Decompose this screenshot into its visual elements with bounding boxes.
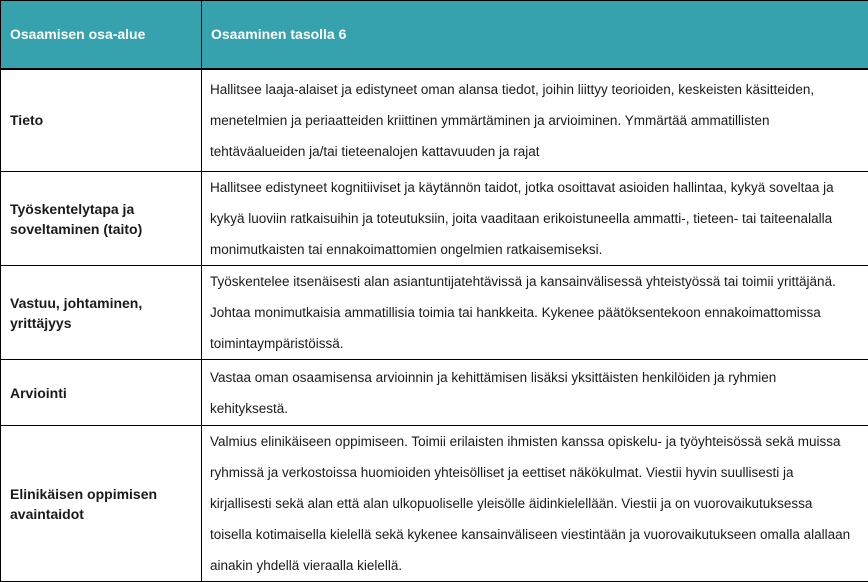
competence-area-cell: Elinikäisen oppimisen avaintaidot xyxy=(1,426,202,582)
table-row xyxy=(1,69,868,172)
table-row xyxy=(1,266,868,360)
competence-description-cell: Työskentelee itsenäisesti alan asiantuntijatehtävissä ja kansainvälisessä yhteistyössä tai toimii yrittäjänä. Johtaa monimutkaisia ammatillisia toimia tai hankkeita. Kykenee päätöksentekoon ennakoimattomissa toimintaympäristöissä. xyxy=(202,266,868,360)
competence-description-cell: Vastaa oman osaamisensa arvioinnin ja kehittämisen lisäksi yksittäisten henkilöiden ja ryhmien kehityksestä. xyxy=(202,360,868,426)
competence-description-cell: Valmius elinikäiseen oppimiseen. Toimii erilaisten ihmisten kanssa opiskelu- ja työyhteisössä sekä muissa ryhmissä ja verkostoissa huomioiden yhteisölliset ja eettiset näkökulmat. Viestii hyvin suullisesti ja kirjallisesti sekä alan että alan ulkopuoliselle yleisölle äidinkielellään. Viestii ja on vuorovaikutuksessa toisella kotimaisella kielellä sekä kykenee kansainväliseen viestintään ja vuorovaikutukseen omalla alallaan ainakin yhdellä vieraalla kielellä. xyxy=(202,426,868,582)
header-cell-competence-area: Osaamisen osa-alue xyxy=(1,1,202,69)
competence-area-cell: Arviointi xyxy=(1,360,202,426)
table-row xyxy=(1,426,868,582)
header-cell-competence-level-6: Osaaminen tasolla 6 xyxy=(202,1,868,69)
competence-area-cell: Tieto xyxy=(1,69,202,172)
table-header-row xyxy=(1,1,868,69)
competence-description-cell: Hallitsee edistyneet kognitiiviset ja käytännön taidot, jotka osoittavat asioiden hallintaa, kykyä soveltaa ja kykyä luoviin ratkaisuihin ja toteutuksiin, joita vaaditaan erikoistuneella ammatti-, tieteen- tai taiteenalalla monimutkaisten tai ennakoimattomien ongelmien ratkaisemiseksi. xyxy=(202,172,868,266)
table-row xyxy=(1,172,868,266)
competence-description-cell: Hallitsee laaja-alaiset ja edistyneet oman alansa tiedot, joihin liittyy teorioiden, keskeisten käsitteiden, menetelmien ja periaatteiden kriittinen ymmärtäminen ja arvioiminen. Ymmärtää ammatillisten tehtäväalueiden ja/tai tieteenalojen kattavuuden ja rajat xyxy=(202,69,868,172)
table-row xyxy=(1,360,868,426)
competence-area-cell: Työskentelytapa ja soveltaminen (taito) xyxy=(1,172,202,266)
competence-area-cell: Vastuu, johtaminen, yrittäjyys xyxy=(1,266,202,360)
